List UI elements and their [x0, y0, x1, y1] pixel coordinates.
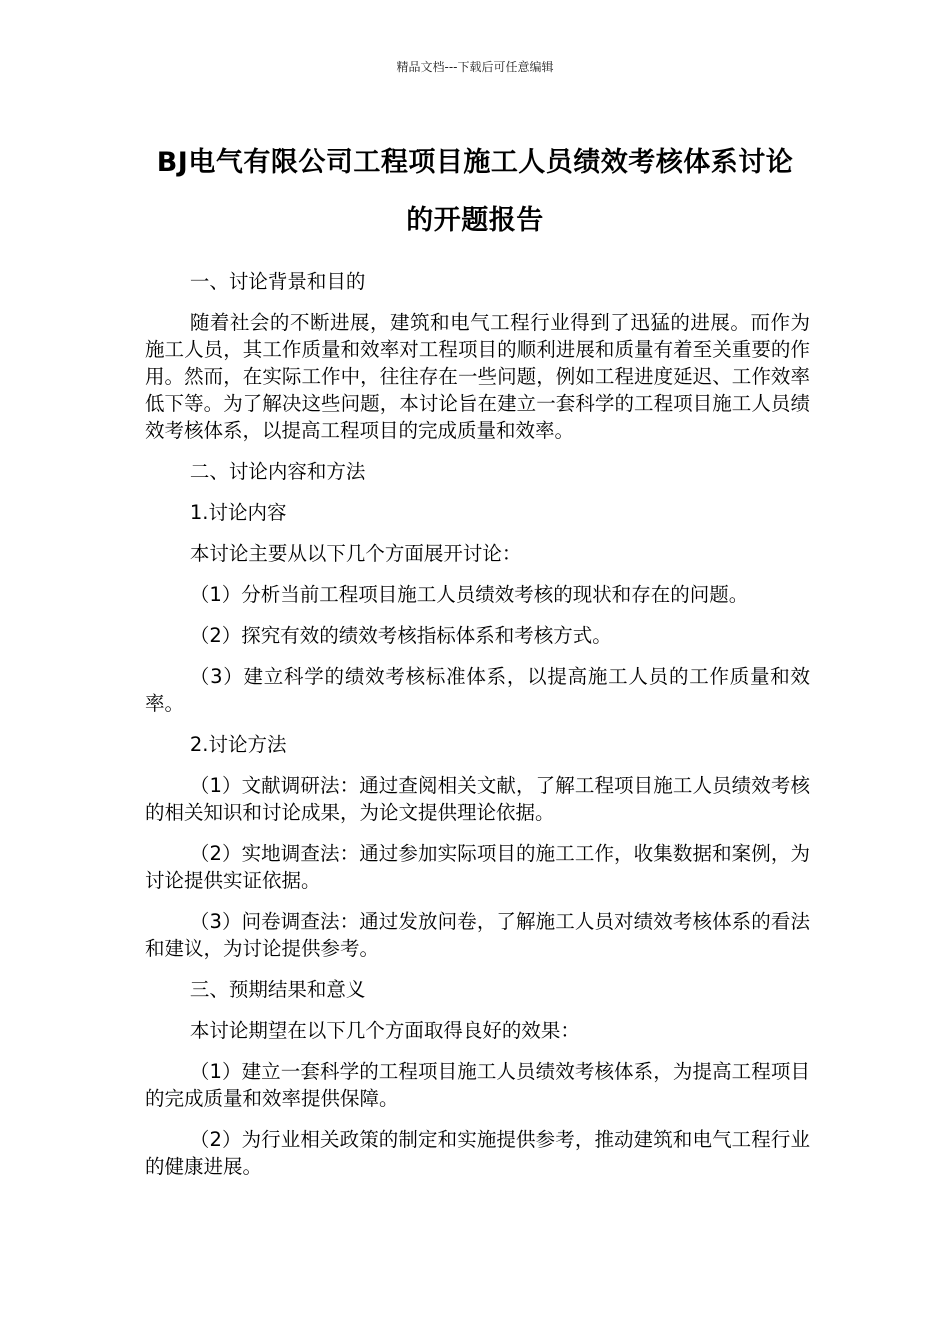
- section-heading-content-method: 二、讨论内容和方法: [189, 460, 366, 483]
- paragraph-content-intro: 本讨论主要从以下几个方面展开讨论：: [189, 542, 522, 565]
- list-item-content-1: （1）分析当前工程项目施工人员绩效考核的现状和存在的问题。: [189, 583, 749, 606]
- header-note: 精品文档---下载后可任意编辑: [396, 60, 554, 74]
- subheading-content: 1.讨论内容: [189, 501, 287, 524]
- list-item-content-3: （3）建立科学的绩效考核标准体系，以提高施工人员的工作质量和效率。: [145, 665, 810, 715]
- list-item-expected-2: （2）为行业相关政策的制定和实施提供参考，推动建筑和电气工程行业的健康进展。: [145, 1128, 810, 1178]
- paragraph-expected-intro: 本讨论期望在以下几个方面取得良好的效果：: [189, 1019, 580, 1042]
- section-heading-background: 一、讨论背景和目的: [189, 270, 366, 293]
- document-title: BJ电气有限公司工程项目施工人员绩效考核体系讨论的开题报告: [156, 147, 794, 236]
- paragraph-background: 随着社会的不断进展，建筑和电气工程行业得到了迅猛的进展。而作为施工人员，其工作质量和效率对工程项目的顺利进展和质量有着至关重要的作用。然而，在实际工作中，往往存在一些问题，例如工程进度延迟、工作效率低下等。为了解决这些问题，本讨论旨在建立一套科学的工程项目施工人员绩效考核体系，以提高工程项目的完成质量和效率。: [145, 311, 810, 442]
- section-heading-expected: 三、预期结果和意义: [189, 978, 366, 1001]
- subheading-method: 2.讨论方法: [189, 733, 287, 756]
- list-item-method-3: （3）问卷调查法：通过发放问卷，了解施工人员对绩效考核体系的看法和建议，为讨论提供参考。: [145, 910, 810, 960]
- list-item-expected-1: （1）建立一套科学的工程项目施工人员绩效考核体系，为提高工程项目的完成质量和效率提供保障。: [145, 1060, 810, 1110]
- document-body: [145, 268, 810, 1180]
- list-item-method-2: （2）实地调查法：通过参加实际项目的施工工作，收集数据和案例，为讨论提供实证依据。: [145, 842, 810, 892]
- list-item-method-1: （1）文献调研法：通过查阅相关文献，了解工程项目施工人员绩效考核的相关知识和讨论成果，为论文提供理论依据。: [145, 774, 810, 824]
- list-item-content-2: （2）探究有效的绩效考核指标体系和考核方式。: [189, 624, 612, 647]
